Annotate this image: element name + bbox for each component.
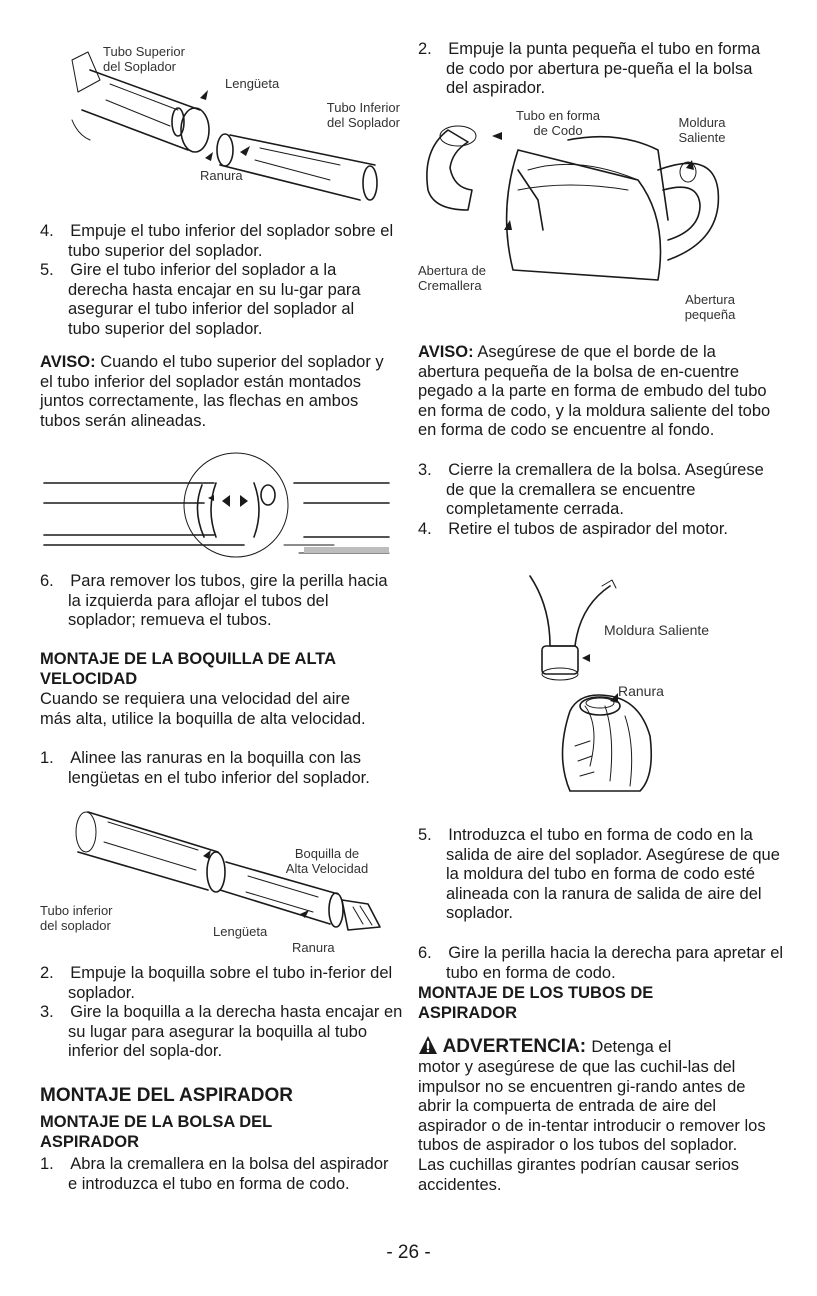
fig4-label-zipper-opening: Abertura de Cremallera [418, 263, 486, 293]
fig5-label-molding: Moldura Saliente [604, 622, 710, 638]
step-5-text: Gire el tubo inferior del soplador a la derecha hasta encajar en su lu-gar para asegurar el tubo inferior del soplador al tubo superior del soplador. [68, 261, 361, 338]
aviso-2-label: AVISO: [418, 343, 474, 361]
nozzle-step-2-text: Empuje la boquilla sobre el tubo in-ferior del soplador. [68, 964, 393, 1002]
bag-step-3: 3. Cierre la cremallera de la bolsa. Asegúrese de que la cremallera se encuentre completamente cerrada. [418, 461, 764, 519]
fig1-label-tab: Lengüeta [225, 76, 280, 91]
warning-triangle-icon [418, 1035, 438, 1055]
warning-label: ADVERTENCIA: [442, 1036, 587, 1057]
nozzle-step-2: 2. Empuje la boquilla sobre el tubo in-ferior del soplador. [40, 964, 393, 1002]
bag-step-1-text: Abra la cremallera en la bolsa del aspirador e introduzca el tubo en forma de codo. [68, 1155, 389, 1193]
heading-vacuum-bag: MONTAJE DE LA BOLSA DEL ASPIRADOR [40, 1113, 272, 1151]
elbow-step-5: 5. Introduzca el tubo en forma de codo en la salida de aire del soplador. Asegúrese de que la moldura del tubo en forma de codo esté alineada con la ranura de salida de aire del soplador. [418, 826, 780, 923]
step-6-text: Para remover los tubos, gire la perilla hacia la izquierda para aflojar el tubos del soplador; remueva el tubos. [68, 572, 388, 630]
nozzle-step-1: 1. Alinee las ranuras en la boquilla con las lengüetas en el tubo inferior del soplador. [40, 749, 370, 787]
bag-step-4: 4. Retire el tubos de aspirador del motor. [418, 520, 729, 538]
aviso-1-text: Cuando el tubo superior del soplador y el tubo inferior del soplador están montados juntos correctamente, las flechas en ambos tubos serán alineadas. [40, 353, 384, 430]
fig3-label-tab: Lengüeta [213, 924, 268, 939]
warning-heading [418, 1035, 671, 1058]
aviso-2-text: Asegúrese de que el borde de la abertura pequeña de la bolsa de en-cuentre pegado a la parte en forma de embudo del tubo en forma de codo, y la moldura saliente del tobo en forma de codo se encuentre al fondo. [418, 343, 771, 440]
warning-text: motor y asegúrese de que las cuchil-las del impulsor no se encuentren gi-rando antes de abrir la compuerta de entrada de aire del aspirador o de in-tentar introducir o remover los tubos de aspirador o los tubos del soplador. Las cuchillas girantes podrían causar serios accidentes. [418, 1058, 766, 1194]
bag-step-2: 2. Empuje la punta pequeña el tubo en forma de codo por abertura pe-queña el la bolsa del aspirador. [418, 40, 761, 98]
tube-alignment-illustration [44, 455, 389, 570]
fig5-label-slot: Ranura [618, 683, 664, 699]
step-4: 4. Empuje el tubo inferior del soplador sobre el tubo superior del soplador. [40, 222, 394, 260]
fig4-label-molding: Moldura Saliente [678, 115, 726, 145]
heading-vacuum-tubes: MONTAJE DE LOS TUBOS DE ASPIRADOR [418, 984, 654, 1022]
elbow-step-6: 6. Gire la perilla hacia la derecha para apretar el tubo en forma de codo. [418, 944, 784, 982]
fig4-label-elbow-tube: Tubo en forma de Codo [515, 108, 601, 138]
elbow-step-6-text: Gire la perilla hacia la derecha para apretar el tubo en forma de codo. [446, 944, 784, 982]
warning-lead: Detenga el [591, 1038, 672, 1056]
fig3-label-slot: Ranura [292, 940, 335, 955]
nozzle-step-3-text: Gire la boquilla a la derecha hasta encajar en su lugar para asegurar la boquilla al tubo inferior del sopla-dor. [68, 1003, 403, 1061]
bag-step-1: 1. Abra la cremallera en la bolsa del aspirador e introduzca el tubo en forma de codo. [40, 1155, 389, 1193]
high-speed-nozzle-intro: Cuando se requiera una velocidad del aire más alta, utilice la boquilla de alta velocidad. [40, 690, 366, 728]
fig3-label-lower-tube: Tubo inferior del soplador [40, 903, 113, 933]
step-5: 5. Gire el tubo inferior del soplador a la derecha hasta encajar en su lu-gar para asegurar el tubo inferior del soplador al tubo superior del soplador. [40, 261, 361, 338]
bag-step-3-text: Cierre la cremallera de la bolsa. Asegúrese de que la cremallera se encuentre completamente cerrada. [446, 461, 764, 519]
page-number: - 26 - [386, 1242, 431, 1263]
nozzle-step-1-text: Alinee las ranuras en la boquilla con las lengüetas en el tubo inferior del soplador. [68, 749, 370, 787]
aviso-1-label: AVISO: [40, 353, 96, 371]
step-4-text: Empuje el tubo inferior del soplador sobre el tubo superior del soplador. [68, 222, 394, 260]
elbow-insert-illustration [530, 576, 690, 796]
aviso-1 [40, 353, 390, 431]
fig3-label-nozzle: Boquilla de Alta Velocidad [285, 846, 369, 876]
fig1-label-lower-tube: Tubo Inferior del Soplador [326, 100, 400, 130]
bag-step-2-text: Empuje la punta pequeña el tubo en forma de codo por abertura pe-queña el la bolsa del aspirador. [446, 40, 761, 98]
fig4-label-small-opening: Abertura pequeña [684, 292, 736, 322]
fig1-label-upper-tube: Tubo Superior del Soplador [103, 44, 185, 74]
fig1-label-slot: Ranura [200, 168, 243, 183]
nozzle-step-3: 3. Gire la boquilla a la derecha hasta encajar en su lugar para asegurar la boquilla al tubo inferior del sopla-dor. [40, 1003, 403, 1061]
heading-vacuum-assembly: MONTAJE DEL ASPIRADOR [40, 1085, 294, 1106]
elbow-step-5-text: Introduzca el tubo en forma de codo en la salida de aire del soplador. Asegúrese de que la moldura del tubo en forma de codo esté alineada con la ranura de salida de aire del soplador. [446, 826, 780, 923]
bag-step-4-text: Retire el tubos de aspirador del motor. [448, 520, 729, 538]
aviso-2 [418, 343, 778, 441]
step-6: 6. Para remover los tubos, gire la perilla hacia la izquierda para aflojar el tubos del soplador; remueva el tubos. [40, 572, 388, 630]
heading-high-speed-nozzle: MONTAJE DE LA BOQUILLA DE ALTA VELOCIDAD [40, 650, 336, 688]
